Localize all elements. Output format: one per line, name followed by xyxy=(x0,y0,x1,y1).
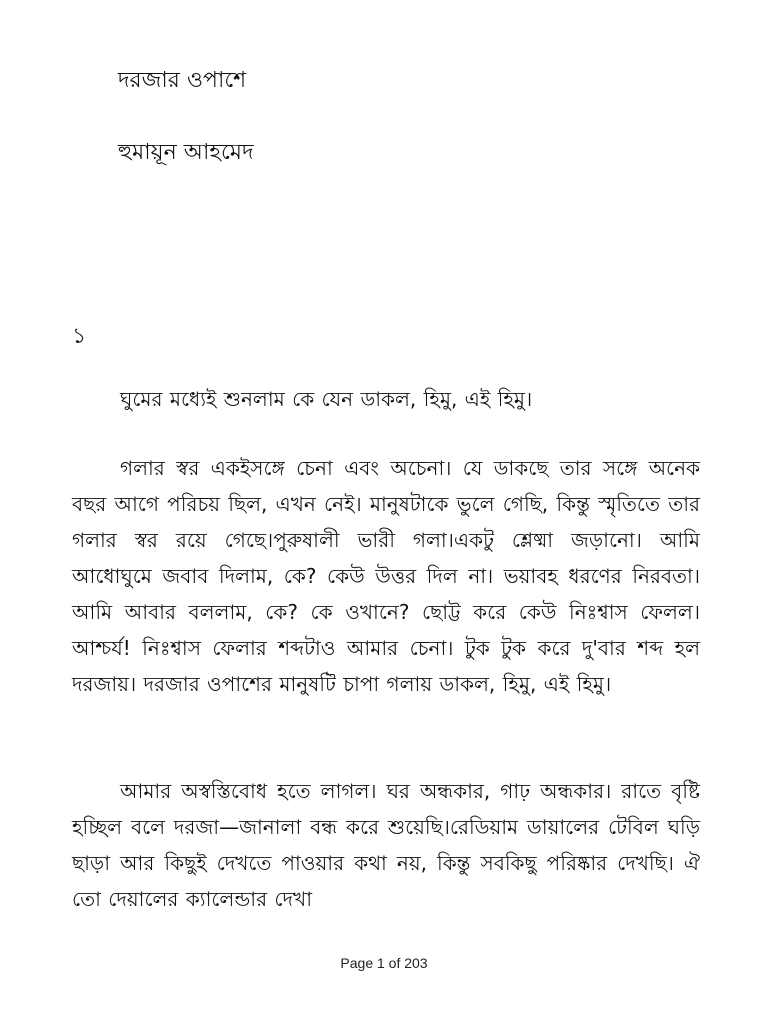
paragraph-text: গলার স্বর একইসঙ্গে চেনা এবং অচেনা। যে ডাকছে তার সঙ্গে অনেক বছর আগে পরিচয় ছিল, এখন নেই। মানুষটাকে ভুলে গেছি, কিন্তু স্মৃতিতে তার গলার স্বর রয়ে গেছে।পুরুষালী ভারী গলা।একটু শ্লেষ্মা জড়ানো। আমি আধোঘুমে জবাব দিলাম, কে? কেউ উত্তর দিল না। ভয়াবহ ধরণের নিরবতা। আমি আবার বললাম, কে? কে ওখানে? ছোট্ট করে কেউ নিঃশ্বাস ফেলল। আশ্চর্য! নিঃশ্বাস ফেলার শব্দটাও আমার চেনা। টুক টুক করে দু'বার শব্দ হল দরজায়। দরজার ওপাশের মানুষটি চাপা গলায় ডাকল, হিমু, এই হিমু। xyxy=(72,456,700,696)
chapter-number: ১ xyxy=(72,324,87,349)
paragraph-text: আমার অস্বস্তিবোধ হতে লাগল। ঘর অন্ধকার, গাঢ় অন্ধকার। রাতে বৃষ্টি হচ্ছিল বলে দরজা—জানালা বন্ধ করে শুয়েছি।রেডিয়াম ডায়ালের টেবিল ঘড়ি ছাড়া আর কিছুই দেখতে পাওয়ার কথা নয়, কিন্তু সবকিছু পরিষ্কার দেখছি। ঐ তো দেয়ালের ক্যালেন্ডার দেখা xyxy=(72,779,700,911)
paragraph-2 xyxy=(72,450,700,702)
paragraph-3 xyxy=(72,773,700,917)
page-number: Page 1 of 203 xyxy=(340,955,428,971)
author-name: হুমায়ূন আহমেদ xyxy=(118,140,254,165)
paragraph-1 xyxy=(72,381,700,417)
paragraph-text: ঘুমের মধ্যেই শুনলাম কে যেন ডাকল, হিমু, এই হিমু। xyxy=(120,387,533,411)
book-title: দরজার ওপাশে xyxy=(118,68,247,93)
